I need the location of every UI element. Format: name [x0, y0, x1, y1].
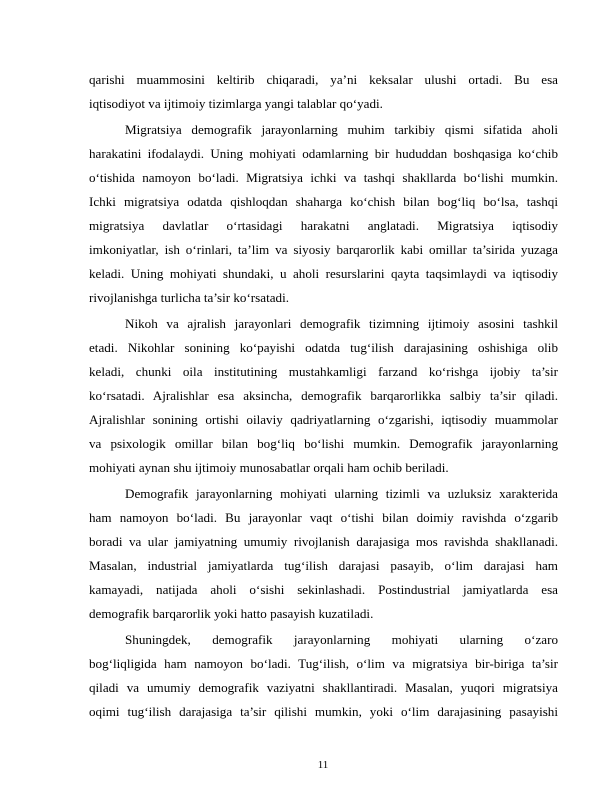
paragraph-2-line-2: harakatini ifodalaydi. Uning mohiyati odamlarning bir hududdan boshqasiga ko‘chib — [89, 146, 558, 161]
paragraph-3-line-5: Ajralishlar sonining ortishi oilaviy qadriyatlarning o‘zgarishi, iqtisodiy muammolar — [89, 412, 558, 427]
paragraph-5-line-1: Shuningdek, demografik jarayonlarning mohiyati ularning o‘zaro — [125, 632, 558, 647]
paragraph-1-line-1: qarishi muammosini keltirib chiqaradi, ya’ni keksalar ulushi ortadi. Bu esa — [89, 72, 558, 87]
paragraph-4-line-2: ham namoyon bo‘ladi. Bu jarayonlar vaqt o‘tishi bilan doimiy ravishda o‘zgarib — [89, 510, 558, 525]
paragraph-3-line-1: Nikoh va ajralish jarayonlari demografik tizimning ijtimoiy asosini tashkil — [125, 316, 558, 331]
paragraph-4-line-5: kamayadi, natijada aholi o‘sishi sekinlashadi. Postindustrial jamiyatlarda esa — [89, 582, 558, 597]
paragraph-2-line-3: o‘tishida namoyon bo‘ladi. Migratsiya ichki va tashqi shakllarda bo‘lishi mumkin. — [89, 170, 558, 185]
paragraph-3-line-6: va psixologik omillar bilan bog‘liq bo‘lishi mumkin. Demografik jarayonlarning — [89, 436, 558, 451]
paragraph-4-line-3: boradi va ular jamiyatning umumiy rivojlanish darajasiga mos ravishda shakllanadi. — [89, 534, 558, 549]
paragraph-2-line-1: Migratsiya demografik jarayonlarning muhim tarkibiy qismi sifatida aholi — [125, 122, 558, 137]
paragraph-2-line-6: imkoniyatlar, ish o‘rinlari, ta’lim va siyosiy barqarorlik kabi omillar ta’sirida yuzaga — [89, 242, 558, 257]
paragraph-1-line-2: iqtisodiyot va ijtimoiy tizimlarga yangi talablar qo‘yadi. — [89, 96, 383, 111]
paragraph-2-line-7: keladi. Uning mohiyati shundaki, u aholi resurslarini qayta taqsimlaydi va iqtisodiy — [89, 266, 558, 281]
paragraph-3-line-7: mohiyati aynan shu ijtimoiy munosabatlar orqali ham ochib beriladi. — [89, 460, 449, 475]
paragraph-3-line-3: keladi, chunki oila institutining mustahkamligi farzand ko‘rishga ijobiy ta’sir — [89, 364, 558, 379]
paragraph-4-line-6: demografik barqarorlik yoki hatto pasayish kuzatiladi. — [89, 606, 374, 621]
paragraph-2-line-8: rivojlanishga turlicha ta’sir ko‘rsatadi. — [89, 290, 289, 305]
paragraph-5-line-3: qiladi va umumiy demografik vaziyatni shakllantiradi. Masalan, yuqori migratsiya — [89, 680, 558, 695]
page-number: 11 — [317, 759, 329, 771]
paragraph-5-line-4: oqimi tug‘ilish darajasiga ta’sir qilishi mumkin, yoki o‘lim darajasining pasayishi — [89, 704, 558, 719]
paragraph-5-line-2: bog‘liqligida ham namoyon bo‘ladi. Tug‘ilish, o‘lim va migratsiya bir-biriga ta’sir — [89, 656, 558, 671]
paragraph-4-line-1: Demografik jarayonlarning mohiyati ularning tizimli va uzluksiz xarakterida — [125, 486, 558, 501]
paragraph-2-line-5: migratsiya davlatlar o‘rtasidagi harakatni anglatadi. Migratsiya iqtisodiy — [89, 218, 558, 233]
paragraph-2-line-4: Ichki migratsiya odatda qishloqdan shaharga ko‘chish bilan bog‘liq bo‘lsa, tashqi — [89, 194, 558, 209]
paragraph-4-line-4: Masalan, industrial jamiyatlarda tug‘ilish darajasi pasayib, o‘lim darajasi ham — [89, 558, 558, 573]
paragraph-3-line-4: ko‘rsatadi. Ajralishlar esa aksincha, demografik barqarorlikka salbiy ta’sir qiladi. — [89, 388, 558, 403]
paragraph-3-line-2: etadi. Nikohlar sonining ko‘payishi odatda tug‘ilish darajasining oshishiga olib — [89, 340, 558, 355]
